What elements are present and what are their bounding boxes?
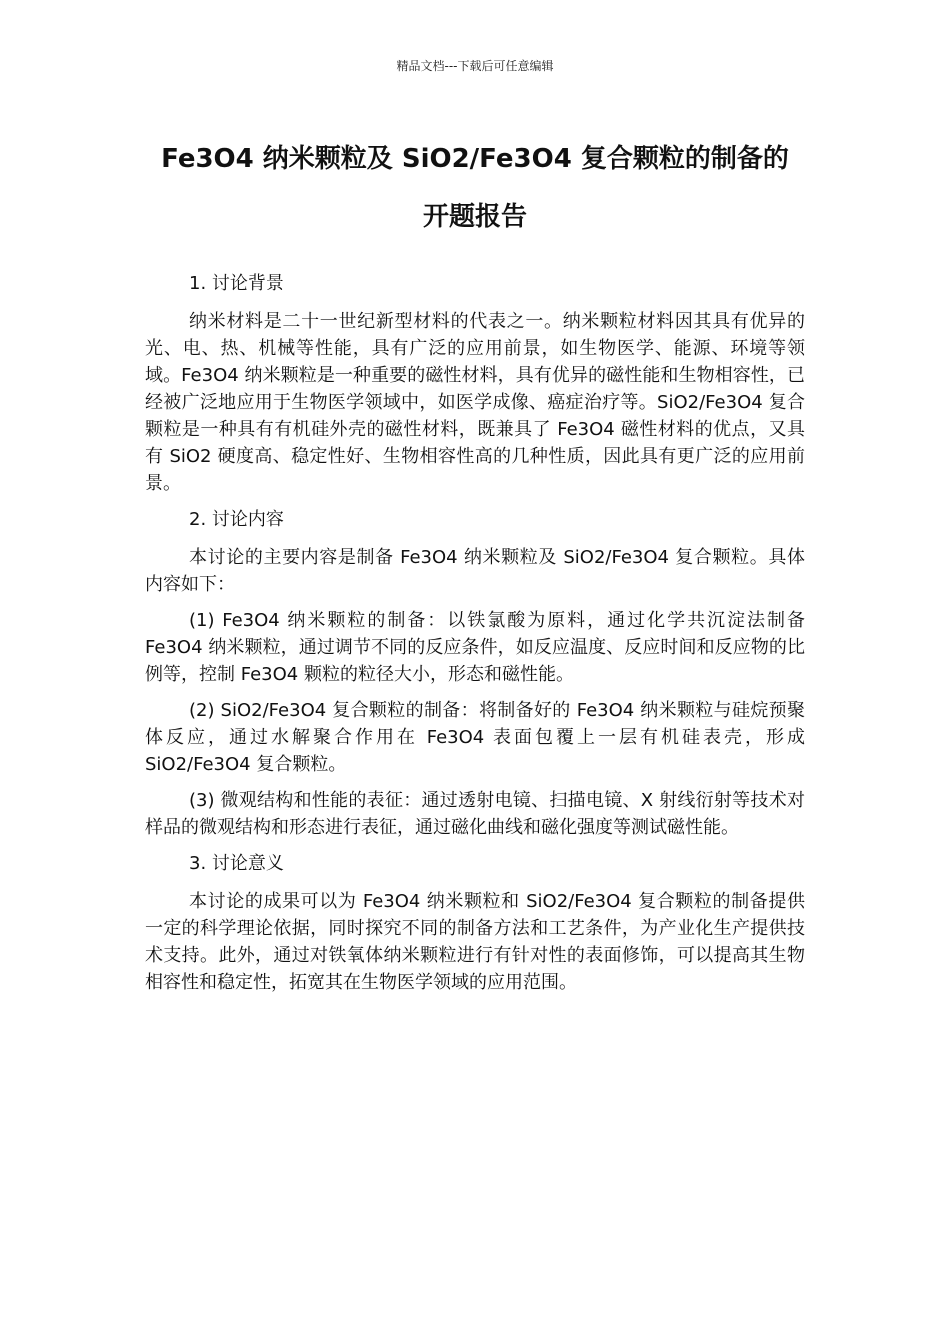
document-body bbox=[145, 270, 805, 1005]
section-heading-background: 1. 讨论背景 bbox=[189, 273, 284, 294]
paragraph-item-3: (3) 微观结构和性能的表征：通过透射电镜、扫描电镜、X 射线衍射等技术对样品的微观结构和形态进行表征，通过磁化曲线和磁化强度等测试磁性能。 bbox=[145, 790, 805, 838]
paragraph-item-1: (1) Fe3O4 纳米颗粒的制备：以铁氯酸为原料，通过化学共沉淀法制备 Fe3O4 纳米颗粒，通过调节不同的反应条件，如反应温度、反应时间和反应物的比例等，控制 Fe3O4 颗粒的粒径大小，形态和磁性能。 bbox=[145, 610, 805, 685]
paragraph-background: 纳米材料是二十一世纪新型材料的代表之一。纳米颗粒材料因其具有优异的光、电、热、机械等性能，具有广泛的应用前景，如生物医学、能源、环境等领域。Fe3O4 纳米颗粒是一种重要的磁性材料，具有优异的磁性能和生物相容性，已经被广泛地应用于生物医学领域中，如医学成像、癌症治疗等。SiO2/Fe3O4 复合颗粒是一种具有有机硅外壳的磁性材料，既兼具了 Fe3O4 磁性材料的优点，又具有 SiO2 硬度高、稳定性好、生物相容性高的几种性质，因此具有更广泛的应用前景。 bbox=[145, 311, 805, 494]
title-line-1: Fe3O4 纳米颗粒及 SiO2/Fe3O4 复合颗粒的制备的 bbox=[161, 144, 789, 174]
paragraph-content-intro: 本讨论的主要内容是制备 Fe3O4 纳米颗粒及 SiO2/Fe3O4 复合颗粒。具体内容如下： bbox=[145, 547, 805, 595]
paragraph-item-2: (2) SiO2/Fe3O4 复合颗粒的制备：将制备好的 Fe3O4 纳米颗粒与硅烷预聚体反应，通过水解聚合作用在 Fe3O4 表面包覆上一层有机硅表壳，形成 SiO2/Fe3O4 复合颗粒。 bbox=[145, 700, 805, 775]
paragraph-significance: 本讨论的成果可以为 Fe3O4 纳米颗粒和 SiO2/Fe3O4 复合颗粒的制备提供一定的科学理论依据，同时探究不同的制备方法和工艺条件，为产业化生产提供技术支持。此外，通过对铁氧体纳米颗粒进行有针对性的表面修饰，可以提高其生物相容性和稳定性，拓宽其在生物医学领域的应用范围。 bbox=[145, 891, 805, 993]
title-line-2: 开题报告 bbox=[422, 202, 527, 232]
section-heading-significance: 3. 讨论意义 bbox=[189, 853, 284, 874]
page-header-note: 精品文档---下载后可任意编辑 bbox=[396, 59, 554, 73]
section-heading-content: 2. 讨论内容 bbox=[189, 509, 284, 530]
document-title bbox=[140, 130, 810, 246]
